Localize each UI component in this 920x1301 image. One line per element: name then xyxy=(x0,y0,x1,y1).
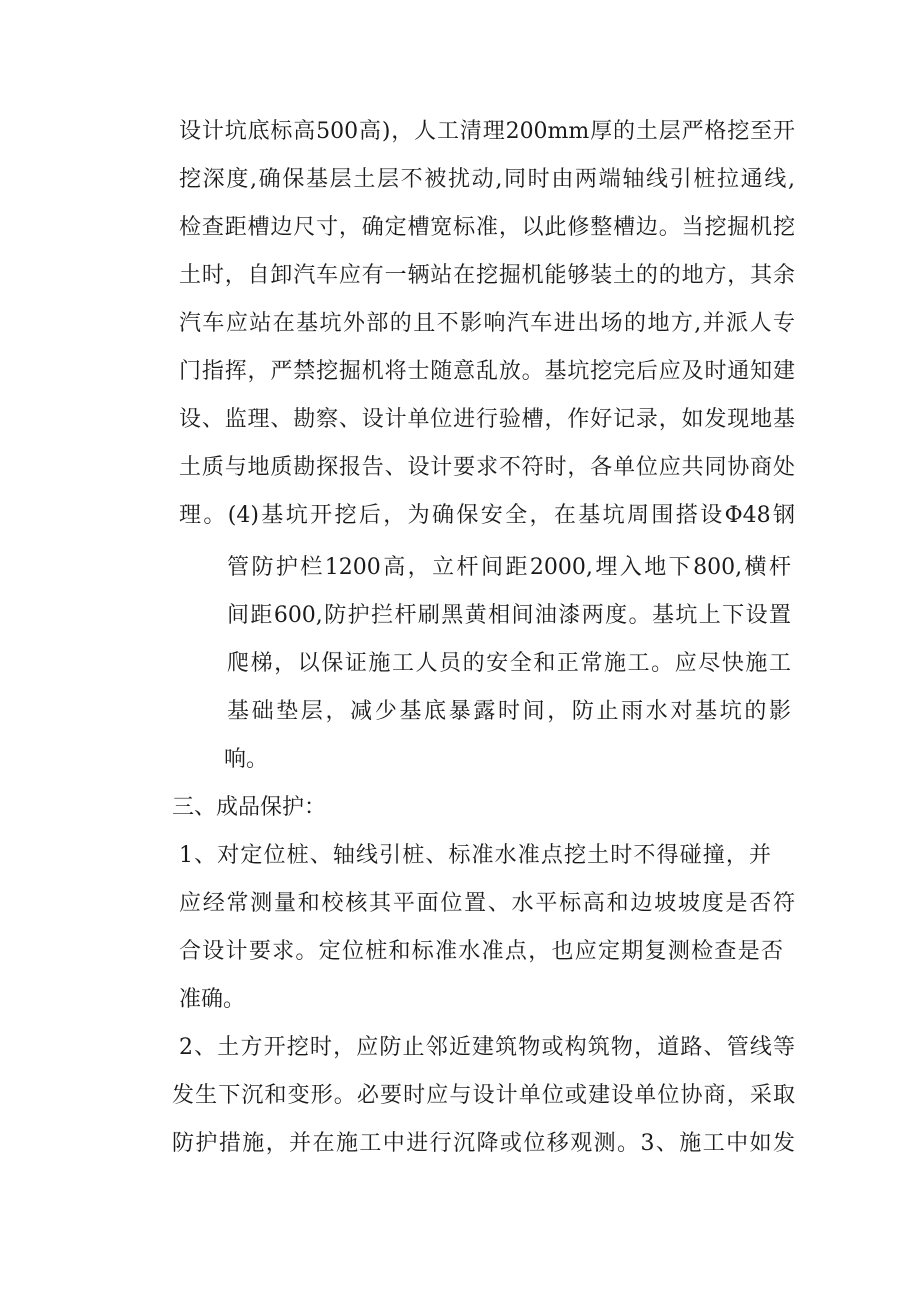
paragraph-line: 管防护栏1200高，立杆间距2000,埋入地下800,横杆 xyxy=(227,555,791,580)
paragraph-line: 设、监理、勘察、设计单位进行验槽，作好记录，如发现地基 xyxy=(179,407,795,432)
paragraph-line: 2、土方开挖时，应防止邻近建筑物或构筑物，道路、管线等 xyxy=(179,1035,795,1060)
paragraph-line: 挖深度,确保基层土层不被扰动,同时由两端轴线引桩拉通线, xyxy=(179,167,795,192)
paragraph-line: 检查距槽边尺寸，确定槽宽标准，以此修整槽边。当挖掘机挖 xyxy=(179,215,795,240)
paragraph-line: 爬梯，以保证施工人员的安全和正常施工。应尽快施工 xyxy=(227,651,791,676)
paragraph-line: 基础垫层，减少基底暴露时间，防止雨水对基坑的影 xyxy=(227,699,791,724)
paragraph-line: 防护措施，并在施工中进行沉降或位移观测。3、施工中如发 xyxy=(172,1131,795,1156)
paragraph-line: 土质与地质勘探报告、设计要求不符时，各单位应共同协商处 xyxy=(179,455,795,480)
paragraph-line: 响。 xyxy=(224,747,269,772)
paragraph-line: 门指挥，严禁挖掘机将士随意乱放。基坑挖完后应及时通知建 xyxy=(179,359,795,384)
paragraph-line: 理。(4)基坑开挖后，为确保安全，在基坑周围搭设Φ48钢 xyxy=(179,503,795,528)
paragraph-line: 土时，自卸汽车应有一辆站在挖掘机能够装土的的地方，其余 xyxy=(179,263,795,288)
section-heading: 三、成品保护： xyxy=(172,795,327,820)
paragraph-line: 设计坑底标高500高)，人工清理200mm厚的土层严格挖至开 xyxy=(179,119,795,144)
paragraph-line: 汽车应站在基坑外部的且不影响汽车进出场的地方,并派人专 xyxy=(179,311,795,336)
paragraph-line: 发生下沉和变形。必要时应与设计单位或建设单位协商，采取 xyxy=(172,1083,795,1108)
paragraph-line: 间距600,防护拦杆刷黑黄相间油漆两度。基坑上下设置 xyxy=(227,603,791,628)
paragraph-line: 应经常测量和校核其平面位置、水平标高和边坡坡度是否符 xyxy=(179,891,795,916)
paragraph-line: 准确。 xyxy=(179,987,246,1012)
paragraph-line: 1、对定位桩、轴线引桩、标准水准点挖土时不得碰撞，并 xyxy=(179,843,771,868)
paragraph-line: 合设计要求。定位桩和标准水准点，也应定期复测检查是否 xyxy=(179,939,783,964)
